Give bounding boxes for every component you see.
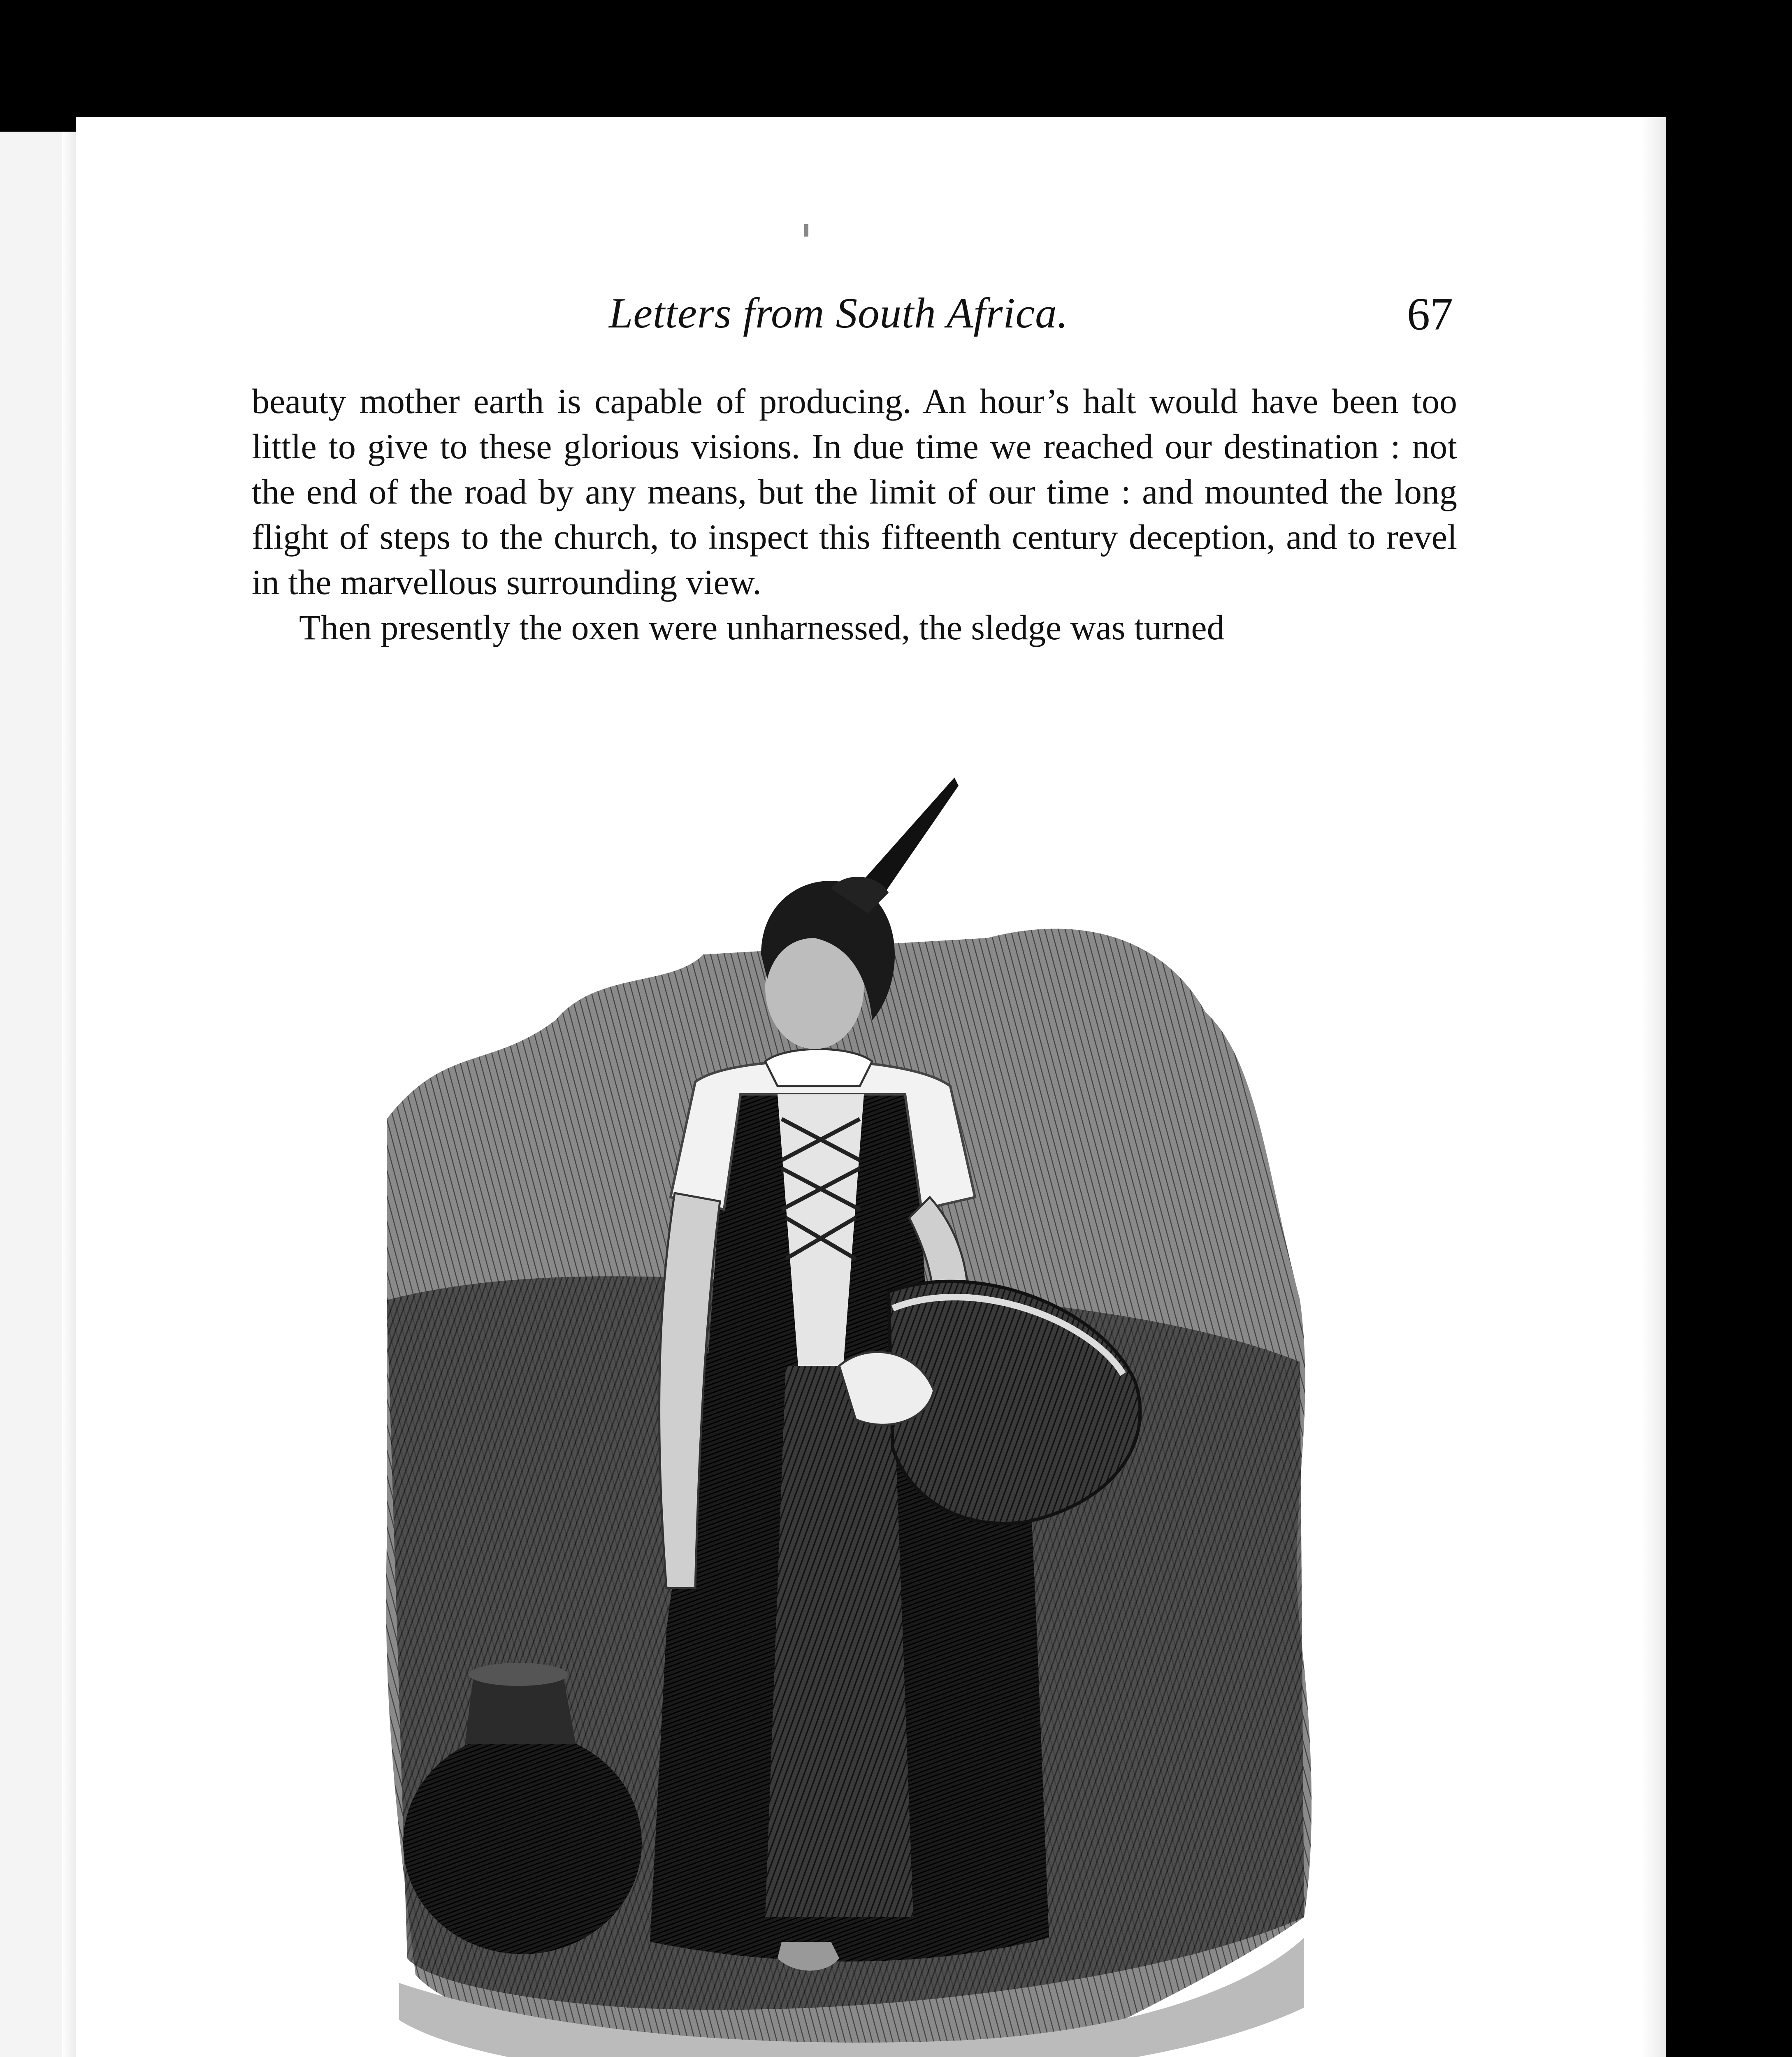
engraving-peasant-woman-illustration (383, 724, 1329, 2057)
text-block-top (252, 378, 1457, 650)
peasant-illustration (383, 724, 1329, 2057)
page-right-edge (1641, 117, 1666, 2057)
running-head: Letters from South Africa. (609, 289, 1068, 337)
water-jar-body (403, 1732, 642, 1954)
page-number: 67 (1407, 289, 1453, 340)
paragraph: beauty mother earth is capable of producing. An hour’s halt would have been too little to give to these glorious visions. In due time we reached our destination : not the end of the road by any means, but the limit of our time : and mounted the long flight of steps to the church, to inspect this fifteenth century deception, and to revel in the marvellous surrounding view. (252, 381, 1457, 602)
paragraph: Then presently the oxen were unharnessed, the sledge was turned (299, 608, 1225, 647)
woman-apron (765, 1366, 913, 1917)
page-speck (804, 224, 808, 237)
